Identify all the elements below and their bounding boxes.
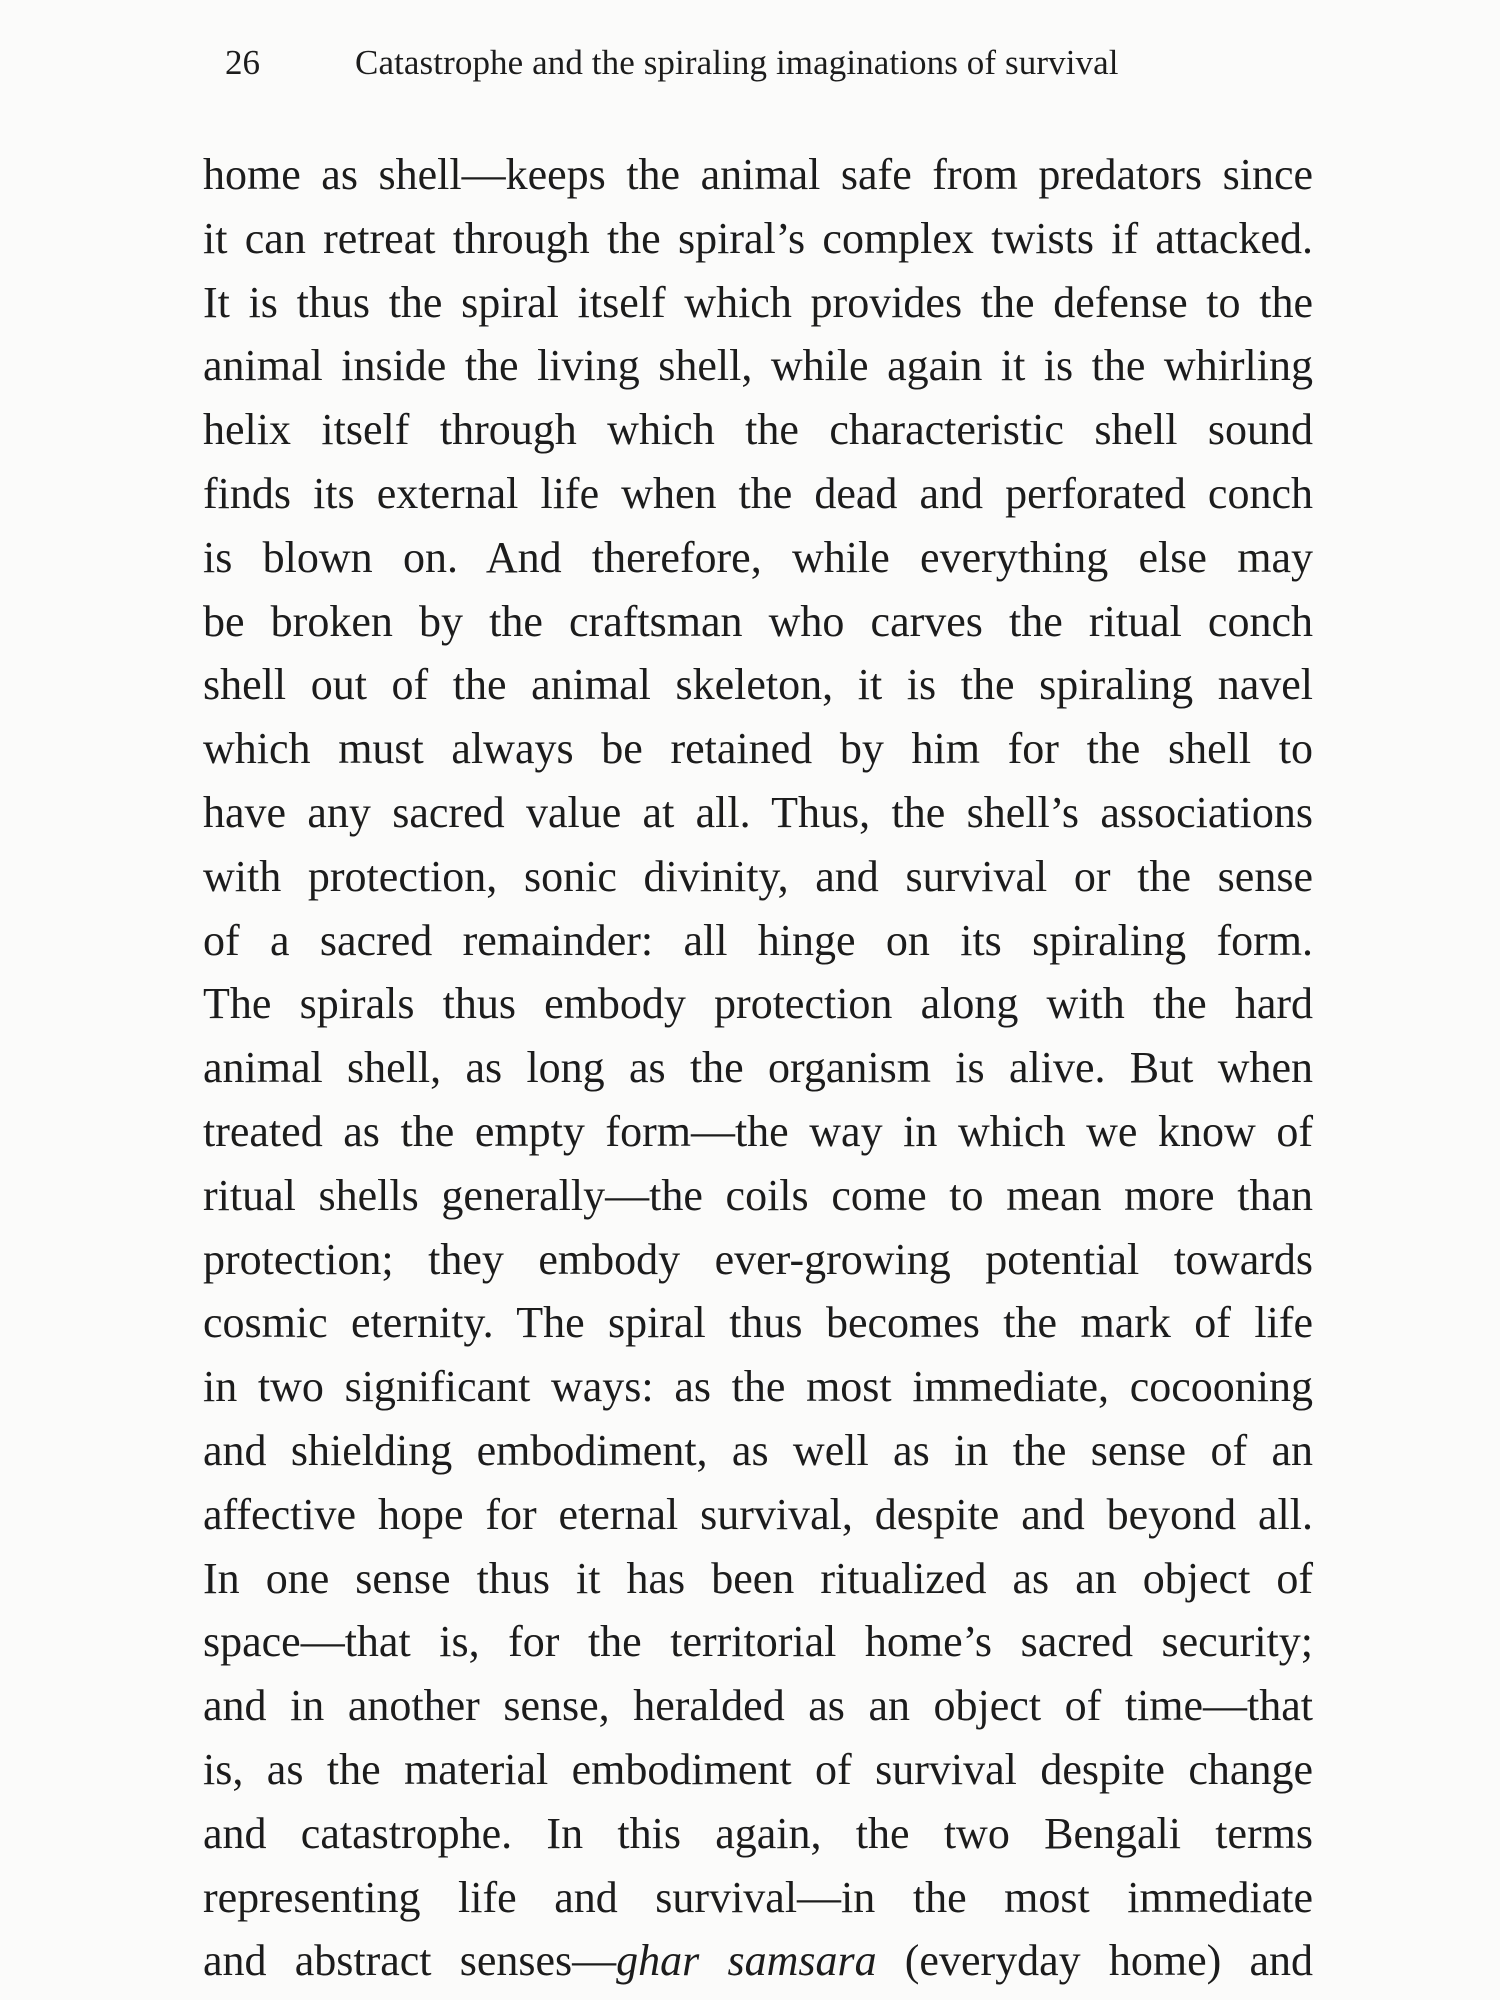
text-line: shell out of the animal skeleton, it is the spiraling navel [203,660,1313,710]
text-line-last [203,1929,1313,1993]
text-line: ritual shells generally—the coils come to mean more than [203,1170,1313,1220]
text-line: and catastrophe. In this again, the two Bengali terms [203,1808,1313,1858]
running-title: Catastrophe and the spiraling imaginations of survival [355,43,1119,82]
italic-term: ghar samsara [616,1936,877,1986]
text-line: treated as the empty form—the way in which we know of [203,1106,1313,1156]
text-line: is blown on. And therefore, while everything else may [203,532,1313,582]
last-line-start: and abstract senses— [203,1936,617,1986]
text-line: with protection, sonic divinity, and survival or the sense [203,851,1313,901]
text-line: which must always be retained by him for the shell to [203,724,1313,774]
last-line-end: (everyday home) and [876,1936,1313,1986]
text-line: finds its external life when the dead and perforated conch [203,468,1313,518]
text-line: it can retreat through the spiral’s complex twists if attacked. [203,213,1313,263]
text-line: in two significant ways: as the most immediate, cocooning [203,1362,1313,1412]
page-number: 26 [225,43,260,82]
text-line: have any sacred value at all. Thus, the shell’s associations [203,787,1313,837]
text-line: It is thus the spiral itself which provides the defense to the [203,277,1313,327]
text-line: and shielding embodiment, as well as in the sense of an [203,1425,1313,1475]
body-paragraph [203,143,1313,1993]
text-line: helix itself through which the characteristic shell sound [203,405,1313,455]
text-line: In one sense thus it has been ritualized as an object of [203,1553,1313,1603]
text-line: animal shell, as long as the organism is alive. But when [203,1043,1313,1093]
text-line: The spirals thus embody protection along with the hard [203,979,1313,1029]
text-line: animal inside the living shell, while again it is the whirling [203,341,1313,391]
running-header [225,38,1325,88]
text-line: and in another sense, heralded as an object of time—that [203,1681,1313,1731]
text-line: space—that is, for the territorial home’s sacred security; [203,1617,1313,1667]
text-line: of a sacred remainder: all hinge on its spiraling form. [203,915,1313,965]
text-line: protection; they embody ever-growing potential towards [203,1234,1313,1284]
text-line: be broken by the craftsman who carves the ritual conch [203,596,1313,646]
text-line: is, as the material embodiment of survival despite change [203,1744,1313,1794]
text-line: cosmic eternity. The spiral thus becomes the mark of life [203,1298,1313,1348]
text-line: home as shell—keeps the animal safe from predators since [203,150,1313,199]
text-line: affective hope for eternal survival, despite and beyond all. [203,1489,1313,1539]
text-line: representing life and survival—in the most immediate [203,1872,1313,1922]
